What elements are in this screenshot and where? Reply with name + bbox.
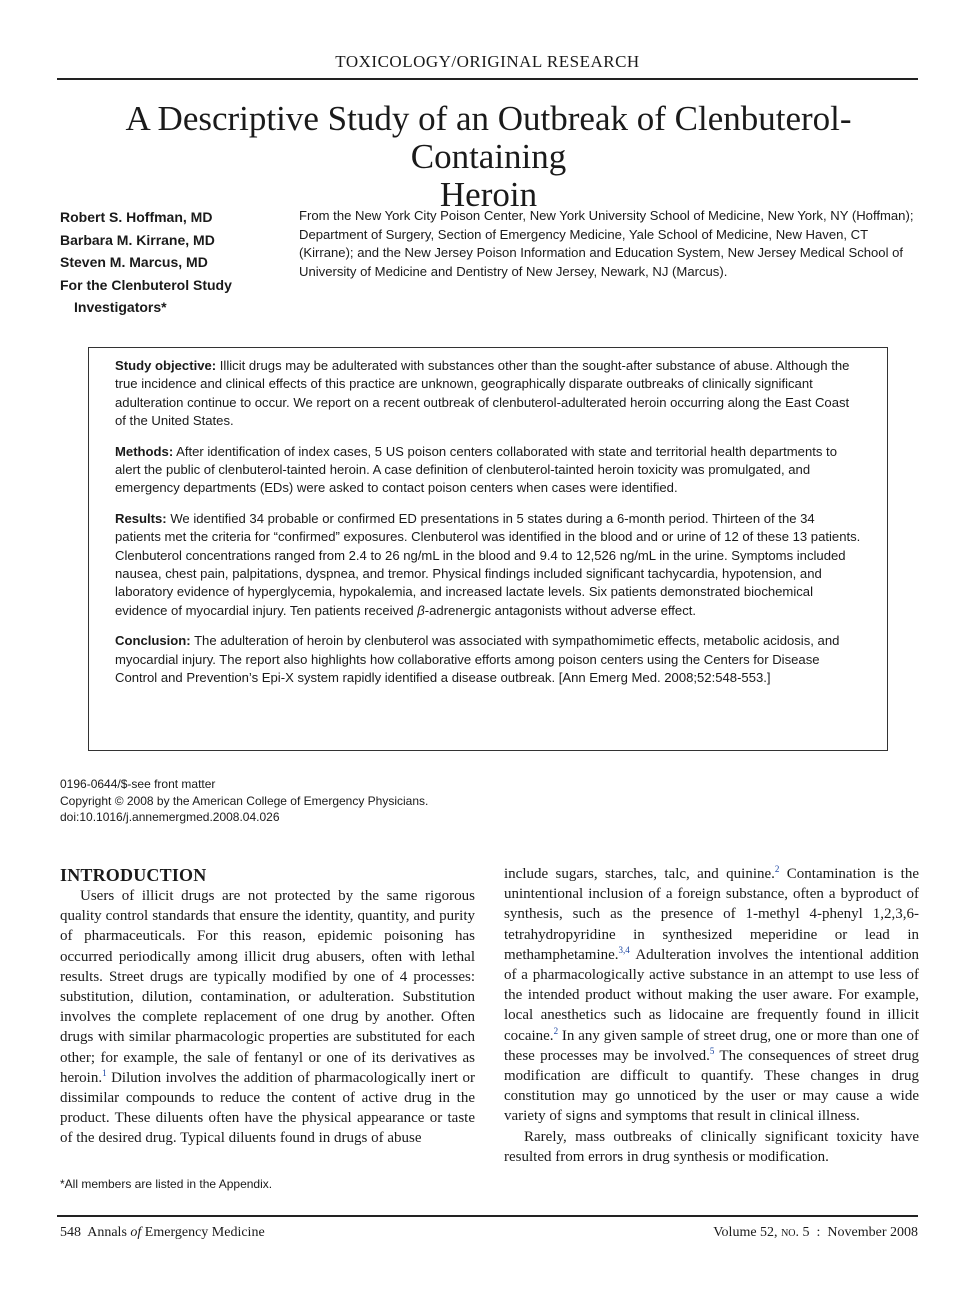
copyright-line: Copyright © 2008 by the American College of Emergency Physicians. [60,793,429,808]
author-group: For the Clenbuterol Study [60,276,232,293]
objective-label: Study objective: [115,358,217,373]
author-name: Barbara M. Kirrane, MD [60,231,215,248]
journal-name-b: Emergency Medicine [144,1225,265,1240]
results-text: We identified 34 probable or confirmed ED presentations in 5 states during a 6-month period. Thirteen of the 34 patients met the criteria for “confirmed” exposures. Clenbuterol was identified in the blood and or urine of 12 of these 13 patients. Clenbuterol concentrations ranged from 2.4 to 26 ng/mL in the blood and 9.4 to 12,526 ng/mL in the urine. Symptoms included nausea, chest pain, palpitations, dyspnea, and tremor. Physical findings included significant tachycardia, hypotension, and laboratory evidence of hyperglycemia, hypokalemia, and increased lactate levels. Six patients demonstrated biochemical evidence of myocardial injury. Ten patients received [115,510,861,618]
page-number: 548 [60,1225,81,1240]
methods-text: After identification of index cases, 5 US poison centers collaborated with state and territorial health departments to alert the public of clenbuterol-tainted heroin. A case definition of clenbuterol-tainted heroin toxicity was promulgated, and emergency departments (EDs) were asked to contact poison centers when cases were identified. [115,443,837,496]
author-list [60,206,280,319]
body-column-left [60,864,475,1149]
methods-label: Methods: [115,443,174,459]
issue-date: November 2008 [827,1225,918,1240]
reference-link[interactable]: 5 [709,1045,715,1056]
section-heading: TOXICOLOGY/ORIGINAL RESEARCH [335,52,640,71]
doi-line[interactable]: doi:10.1016/j.annemergmed.2008.04.026 [60,810,280,824]
reference-link[interactable]: 1 [102,1067,107,1078]
intro-paragraph: Rarely, mass outbreaks of clinically significant toxicity have resulted from errors in drug synthesis or modification. [504,1128,919,1165]
journal-name-a: Annals [87,1225,127,1240]
title-line-2: Heroin [439,175,538,214]
author-name: Robert S. Hoffman, MD [60,209,213,225]
conclusion-text: The adulteration of heroin by clenbuterol was associated with sympathomimetic effects, metabolic acidosis, and myocardial injury. The report also highlights how collaborative efforts among poison centers using the Centers for Disease Control and Prevention’s Epi-X system rapidly identified a disease outbreak. [Ann Emerg Med. 2008;52:548-553.] [115,633,840,686]
intro-text: Users of illicit drugs are not protected by the same rigorous quality control standards that ensure the identity, quantity, and purity of pharmaceuticals. For this reason, epidemic poisoning has occurred periodically among illicit drug abusers, often with lethal results. Street drugs are typically modified by one of 4 processes: substitution, dilution, contamination, or adulteration. Substitution involves the complete replacement of one drug by another. Often drugs with similar pharmacologic properties are substituted for each other; for example, the sale of fentanyl or one of its derivatives as heroin. [60,888,475,1086]
title-line-1: A Descriptive Study of an Outbreak of Clenbuterol-Containing [125,99,852,176]
reference-link[interactable]: 2 [553,1025,559,1036]
footer-separator: : [816,1225,821,1240]
results-text-end: -adrenergic antagonists without adverse effect. [424,602,697,618]
results-label: Results: [115,510,167,526]
article-title [60,100,917,214]
bottom-rule [57,1215,918,1217]
abstract-methods [115,443,861,498]
intro-text: The consequences of street drug modification are difficult to quantify. These changes in drug constitution may go unnoticed by the user or may cause a wide variety of signs and symptoms that result in clinical illness. [504,1047,919,1125]
reference-link[interactable]: 3,4 [618,944,630,955]
abstract-box [88,347,888,751]
abstract-objective [115,357,861,431]
reference-link[interactable]: 2 [774,864,780,874]
affiliation: From the New York City Poison Center, New York University School of Medicine, New York, NY (Hoffman); Department of Surgery, Section of Emergency Medicine, Yale School of Medicine, New Haven, CT (Kirrane); and the New Jersey Poison Information and Education System, New Jersey Medical School of University of Medicine and Dentistry of New Jersey, Newark, NJ (Marcus). [299,208,914,279]
abstract-results [115,510,861,620]
top-rule [57,78,918,80]
beta-symbol: β [417,602,425,618]
intro-text: include sugars, starches, talc, and quinine. [504,866,775,882]
issue: no. 5 [781,1225,810,1240]
volume: Volume 52, [713,1225,778,1240]
intro-paragraph [60,886,475,1149]
intro-text: Contamination is the unintentional inclusion of a foreign substance, often a byproduct of synthesis, such as the presence of 1-methyl 4-phenyl 1,2,3,6-tetrahydropyridine in synthesized meperidine or lead in methamphetamine. [504,866,919,963]
footer-issue [713,1225,918,1241]
journal-name-of: of [130,1225,142,1240]
intro-heading: INTRODUCTION [60,865,207,885]
author-name: Steven M. Marcus, MD [60,254,208,271]
objective-text: Illicit drugs may be adulterated with substances other than the sought-after substance of abuse. Although the true incidence and clinical effects of this practice are unknown, geographically disparate outbreaks of clinically significant adulteration continue to occur. We report on a recent outbreak of clenbuterol-adulterated heroin occurring along the East Coast of the United States. [115,358,850,429]
issn-line: 0196-0644/$-see front matter [60,777,216,791]
conclusion-label: Conclusion: [115,633,191,649]
front-matter [60,776,428,826]
intro-paragraph-cont [504,864,919,1127]
footnote: *All members are listed in the Appendix. [60,1177,273,1191]
abstract-conclusion [115,632,861,687]
footer-journal [60,1225,265,1241]
intro-text: In any given sample of street drug, one or more than one of these processes may be involved. [504,1027,919,1064]
body-column-right [504,864,919,1167]
intro-text: Dilution involves the addition of pharmacologically inert or dissimilar compounds to reduce the content of active drug in the product. These diluents often have the physical appearance or taste of the desired drug. Typical diluents found in drugs of abuse [60,1069,475,1147]
intro-text: Adulteration involves the intentional addition of a pharmacologically active substance in an attempt to use less of the intended product without making the user aware. For example, local anesthetics such as lidocaine are frequently found in illicit cocaine. [504,946,919,1044]
author-group-cont: Investigators* [74,299,167,316]
